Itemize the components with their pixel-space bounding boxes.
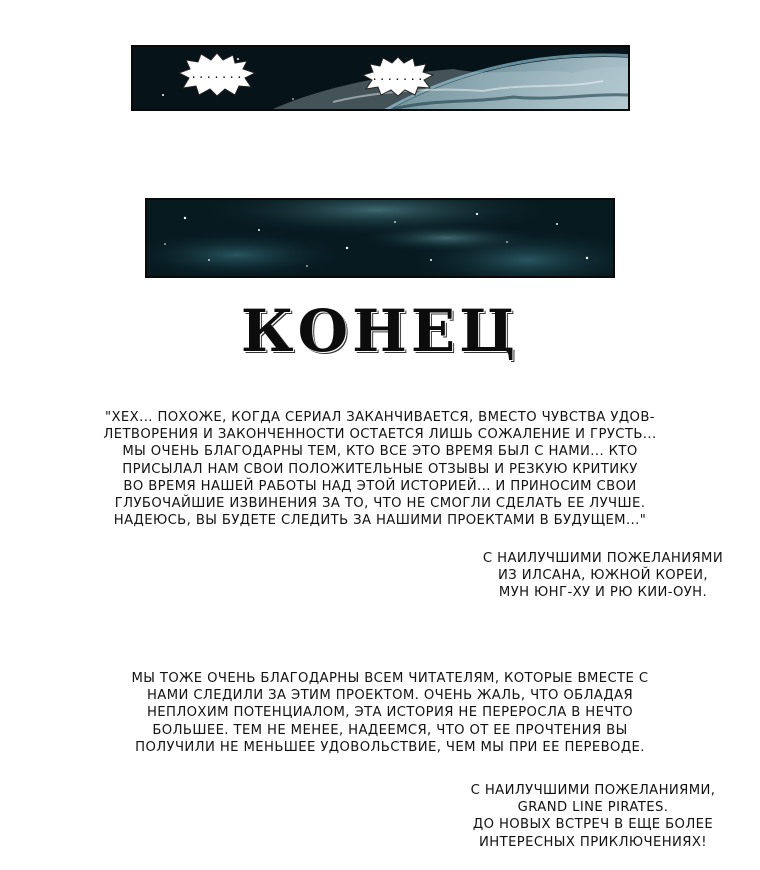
message-line: ПОЛУЧИЛИ НЕ МЕНЬШЕЕ УДОВОЛЬСТВИЕ, ЧЕМ МЫ ПРИ ЕЕ ПЕРЕВОДЕ.	[135, 739, 645, 755]
author-quote	[30, 409, 730, 529]
quote-line: "ХЕХ... ПОХОЖЕ, КОГДА СЕРИАЛ ЗАКАНЧИВАЕТСЯ, ВМЕСТО ЧУВСТВА УДОВ-	[105, 410, 655, 425]
message-line: НАМИ СЛЕДИЛИ ЗА ЭТИМ ПРОЕКТОМ. ОЧЕНЬ ЖАЛЬ, ЧТО ОБЛАДАЯ	[146, 688, 634, 704]
quote-line: МЫ ОЧЕНЬ БЛАГОДАРНЫ ТЕМ, КТО ВСЕ ЭТО ВРЕМЯ БЫЛ С НАМИ... КТО	[122, 444, 638, 460]
comic-panel-planet	[131, 45, 630, 111]
end-title: КОНЕЦ	[240, 297, 520, 365]
signature-line: С НАИЛУЧШИМИ ПОЖЕЛАНИЯМИ	[482, 551, 724, 566]
author-signature	[468, 550, 738, 602]
quote-line: ГЛУБОЧАЙШИЕ ИЗВИНЕНИЯ ЗА ТО, ЧТО НЕ СМОГЛИ СДЕЛАТЬ ЕЕ ЛУЧШЕ.	[114, 496, 646, 512]
message-line: НЕПЛОХИМ ПОТЕНЦИАЛОМ, ЭТА ИСТОРИЯ НЕ ПЕРЕРОСЛА В НЕЧТО	[146, 705, 634, 721]
speech-bubble-right	[361, 55, 435, 97]
signature-line: МУН ЮНГ-ХУ И РЮ КИИ-ОУН.	[498, 585, 708, 601]
signature-line: GRAND LINE PIRATES.	[517, 800, 669, 816]
comic-panel-space	[145, 198, 615, 278]
quote-line: НАДЕЮСЬ, ВЫ БУДЕТЕ СЛЕДИТЬ ЗА НАШИМИ ПРОЕКТАМИ В БУДУЩЕМ..."	[113, 513, 647, 529]
speech-bubble-left	[177, 51, 257, 97]
signature-line: С НАИЛУЧШИМИ ПОЖЕЛАНИЯМИ,	[470, 783, 716, 798]
quote-line: ЛЕТВОРЕНИЯ И ЗАКОНЧЕННОСТИ ОСТАЕТСЯ ЛИШЬ СОЖАЛЕНИЕ И ГРУСТЬ...	[103, 427, 657, 443]
translator-message	[40, 670, 740, 756]
signature-line: ИЗ ИЛСАНА, ЮЖНОЙ КОРЕИ,	[498, 568, 708, 584]
bubble-right-text: .......	[371, 69, 425, 83]
signature-line: ДО НОВЫХ ВСТРЕЧ В ЕЩЕ БОЛЕЕ	[472, 817, 714, 833]
quote-line: ВО ВРЕМЯ НАШЕЙ РАБОТЫ НАД ЭТОЙ ИСТОРИЕЙ... И ПРИНОСИМ СВОИ	[123, 478, 637, 494]
message-line: МЫ ТОЖЕ ОЧЕНЬ БЛАГОДАРНЫ ВСЕМ ЧИТАТЕЛЯМ, КОТОРЫЕ ВМЕСТЕ С	[131, 671, 649, 686]
translator-signature	[448, 782, 738, 851]
message-line: БОЛЬШЕЕ. ТЕМ НЕ МЕНЕЕ, НАДЕЕМСЯ, ЧТО ОТ ЕЕ ПРОЧТЕНИЯ ВЫ	[152, 722, 628, 738]
bubble-left-text: .......	[190, 67, 244, 81]
quote-line: ПРИСЫЛАЛ НАМ СВОИ ПОЛОЖИТЕЛЬНЫЕ ОТЗЫВЫ И РЕЗКУЮ КРИТИКУ	[122, 461, 638, 477]
starfield-illustration	[147, 200, 613, 276]
signature-line: ИНТЕРЕСНЫХ ПРИКЛЮЧЕНИЯХ!	[479, 834, 707, 850]
